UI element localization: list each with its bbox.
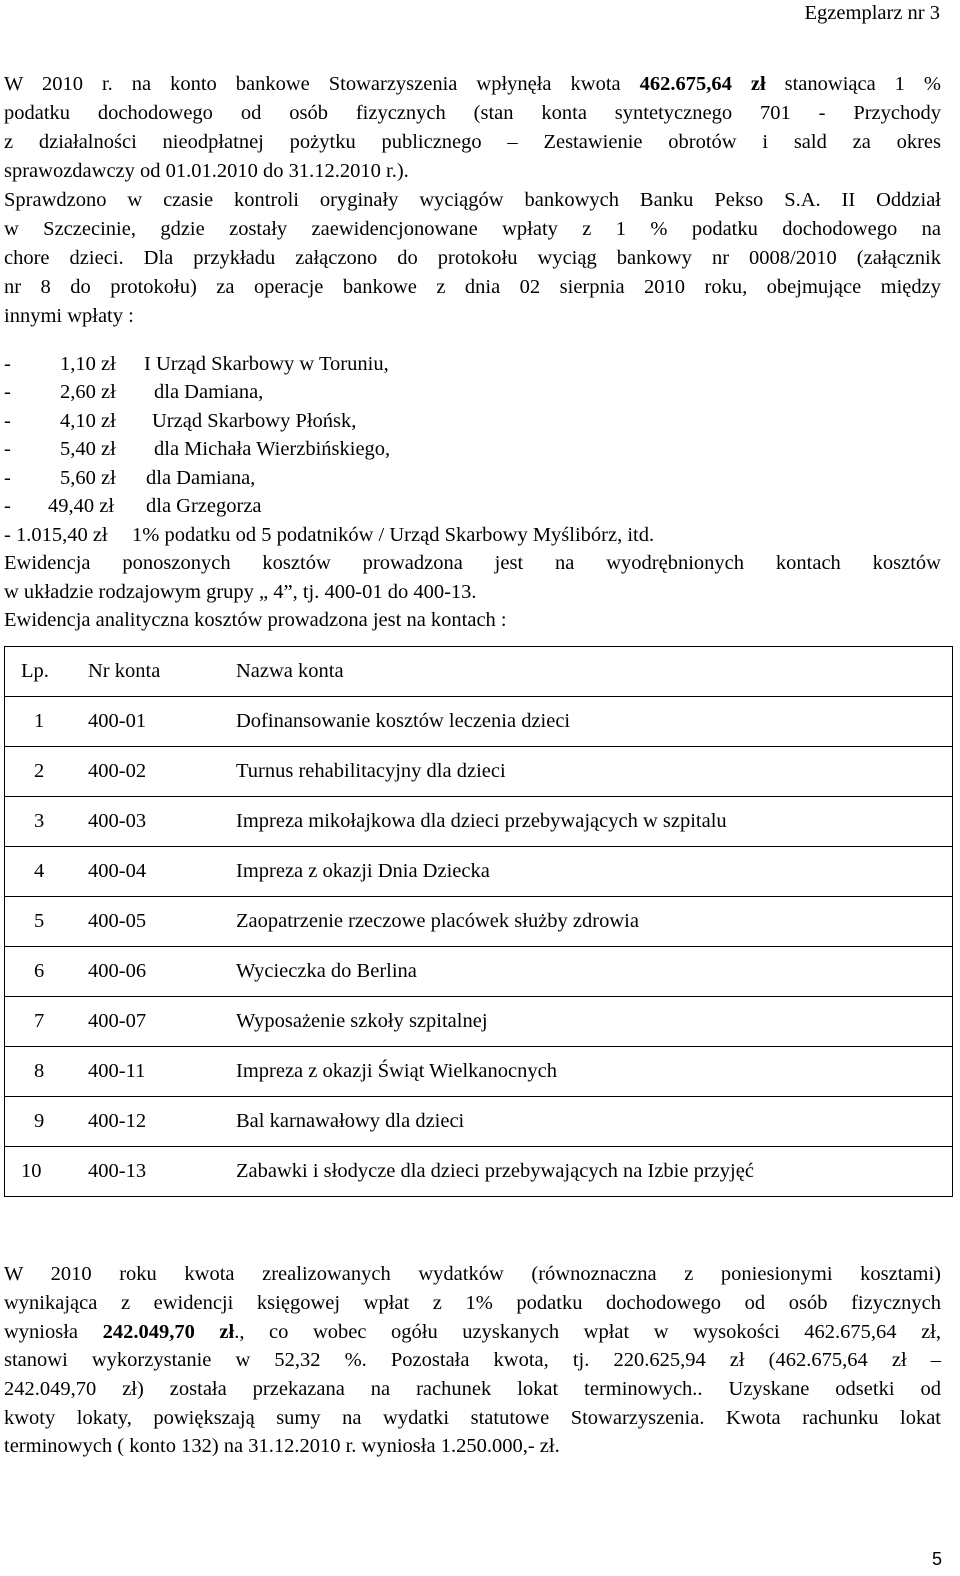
intro-line-7: chore dzieci. Dla przykładu załączono do protokołu wyciąg bankowy nr 0008/2010 (załącznik — [4, 247, 941, 269]
summary-line-1: W 2010 roku kwota zrealizowanych wydatków (równoznaczna z poniesionymi kosztami) — [4, 1263, 941, 1285]
intro-line-2: podatku dochodowego od osób fizycznych (stan konta syntetycznego 701 - Przychody — [4, 102, 941, 124]
row-lp: 4 — [34, 860, 45, 882]
row-name: Zaopatrzenie rzeczowe placówek służby zdrowia — [236, 910, 639, 932]
payment-desc: Urząd Skarbowy Płońsk, — [152, 410, 357, 432]
intro-line-1: W 2010 r. na konto bankowe Stowarzyszenia wpłynęła kwota 462.675,64 zł stanowiąca 1 % — [4, 73, 941, 95]
header-nr-konta: Nr konta — [88, 660, 161, 682]
row-name: Impreza z okazji Świąt Wielkanocnych — [236, 1060, 557, 1082]
payment-desc: 1% podatku od 5 podatników / Urząd Skarbowy Myślibórz, itd. — [132, 524, 655, 546]
header-lp: Lp. — [21, 660, 49, 682]
row-name: Impreza z okazji Dnia Dziecka — [236, 860, 490, 882]
summary-line-2: wynikająca z ewidencji księgowej wpłat z 1% podatku dochodowego od osób fizycznych — [4, 1292, 941, 1314]
row-lp: 7 — [34, 1010, 45, 1032]
payment-desc: dla Michała Wierzbińskiego, — [154, 438, 391, 460]
row-nr: 400-07 — [88, 1010, 147, 1032]
accounts-table — [4, 646, 953, 1197]
payment-amount: 5,40 zł — [60, 438, 116, 460]
payment-dash: - — [4, 381, 11, 403]
table-row — [5, 897, 953, 947]
row-lp: 6 — [34, 960, 45, 982]
summary-line-5: 242.049,70 zł) została przekazana na rachunek lokat terminowych.. Uzyskane odsetki od — [4, 1378, 941, 1400]
payment-amount: 5,60 zł — [60, 467, 116, 489]
payment-amount: 1,10 zł — [60, 353, 116, 375]
table-row — [5, 1047, 953, 1097]
row-nr: 400-05 — [88, 910, 147, 932]
row-name: Turnus rehabilitacyjny dla dzieci — [236, 760, 506, 782]
row-nr: 400-02 — [88, 760, 147, 782]
table-row — [5, 997, 953, 1047]
row-lp: 9 — [34, 1110, 45, 1132]
table-row — [5, 847, 953, 897]
table-row — [5, 747, 953, 797]
payment-dash: - 1.015,40 zł — [4, 524, 108, 546]
payment-amount: 49,40 zł — [48, 495, 115, 517]
intro-line-9: innymi wpłaty : — [4, 305, 134, 327]
summary-line-4: stanowi wykorzystanie w 52,32 %. Pozostała kwota, tj. 220.625,94 zł (462.675,64 zł – — [4, 1349, 941, 1371]
payment-dash: - — [4, 467, 11, 489]
row-nr: 400-11 — [88, 1060, 146, 1082]
intro-line-5: Sprawdzono w czasie kontroli oryginały wyciągów bankowych Banku Pekso S.A. II Oddział — [4, 189, 941, 211]
row-lp: 8 — [34, 1060, 45, 1082]
table-row — [5, 947, 953, 997]
row-lp: 2 — [34, 760, 45, 782]
cost-records-line-1: Ewidencja ponoszonych kosztów prowadzona jest na wyodrębnionych kontach kosztów — [4, 552, 941, 574]
payment-dash: - — [4, 353, 11, 375]
summary-line-7: terminowych ( konto 132) na 31.12.2010 r. wyniosła 1.250.000,- zł. — [4, 1435, 560, 1457]
row-nr: 400-04 — [88, 860, 147, 882]
table-header-row — [5, 647, 953, 697]
intro-line-8: nr 8 do protokołu) za operacje bankowe z dnia 02 sierpnia 2010 roku, obejmujące między — [4, 276, 941, 298]
payment-desc: I Urząd Skarbowy w Toruniu, — [144, 353, 389, 375]
row-lp: 10 — [21, 1160, 42, 1182]
row-name: Wyposażenie szkoły szpitalnej — [236, 1010, 488, 1032]
payment-desc: dla Damiana, — [146, 467, 256, 489]
cost-records-line-3: Ewidencja analityczna kosztów prowadzona jest na kontach : — [4, 609, 507, 631]
intro-line-6: w Szczecinie, gdzie zostały zaewidencjonowane wpłaty z 1 % podatku dochodowego na — [4, 218, 941, 240]
intro-line-4: sprawozdawczy od 01.01.2010 do 31.12.2010 r.). — [4, 160, 409, 182]
row-name: Impreza mikołajkowa dla dzieci przebywających w szpitalu — [236, 810, 727, 832]
row-nr: 400-01 — [88, 710, 147, 732]
row-lp: 1 — [34, 710, 45, 732]
table-row — [5, 1147, 953, 1197]
intro-line-3: z działalności nieodpłatnej pożytku publicznego – Zestawienie obrotów i sald za okres — [4, 131, 941, 153]
summary-line-6: kwoty lokaty, powiększają sumy na wydatki statutowe Stowarzyszenia. Kwota rachunku lokat — [4, 1407, 941, 1429]
row-name: Wycieczka do Berlina — [236, 960, 417, 982]
row-lp: 5 — [34, 910, 45, 932]
row-nr: 400-12 — [88, 1110, 147, 1132]
payment-desc: dla Damiana, — [154, 381, 264, 403]
table-row — [5, 697, 953, 747]
summary-line-3: wyniosła 242.049,70 zł., co wobec ogółu uzyskanych wpłat w wysokości 462.675,64 zł, — [4, 1321, 941, 1343]
payment-amount: 2,60 zł — [60, 381, 116, 403]
table-row — [5, 797, 953, 847]
page-number: 5 — [931, 1549, 942, 1569]
row-nr: 400-03 — [88, 810, 147, 832]
payment-desc: dla Grzegorza — [146, 495, 262, 517]
payment-dash: - — [4, 438, 11, 460]
header-nazwa-konta: Nazwa konta — [236, 660, 344, 682]
payment-dash: - — [4, 495, 11, 517]
row-name: Bal karnawałowy dla dzieci — [236, 1110, 465, 1132]
copy-label: Egzemplarz nr 3 — [804, 2, 940, 24]
payment-dash: - — [4, 410, 11, 432]
cost-records-line-2: w układzie rodzajowym grupy „ 4”, tj. 400-01 do 400-13. — [4, 581, 477, 603]
row-nr: 400-06 — [88, 960, 147, 982]
row-name: Zabawki i słodycze dla dzieci przebywających na Izbie przyjęć — [236, 1160, 754, 1182]
payment-amount: 4,10 zł — [60, 410, 116, 432]
row-name: Dofinansowanie kosztów leczenia dzieci — [236, 710, 571, 732]
row-lp: 3 — [34, 810, 45, 832]
row-nr: 400-13 — [88, 1160, 147, 1182]
table-row — [5, 1097, 953, 1147]
